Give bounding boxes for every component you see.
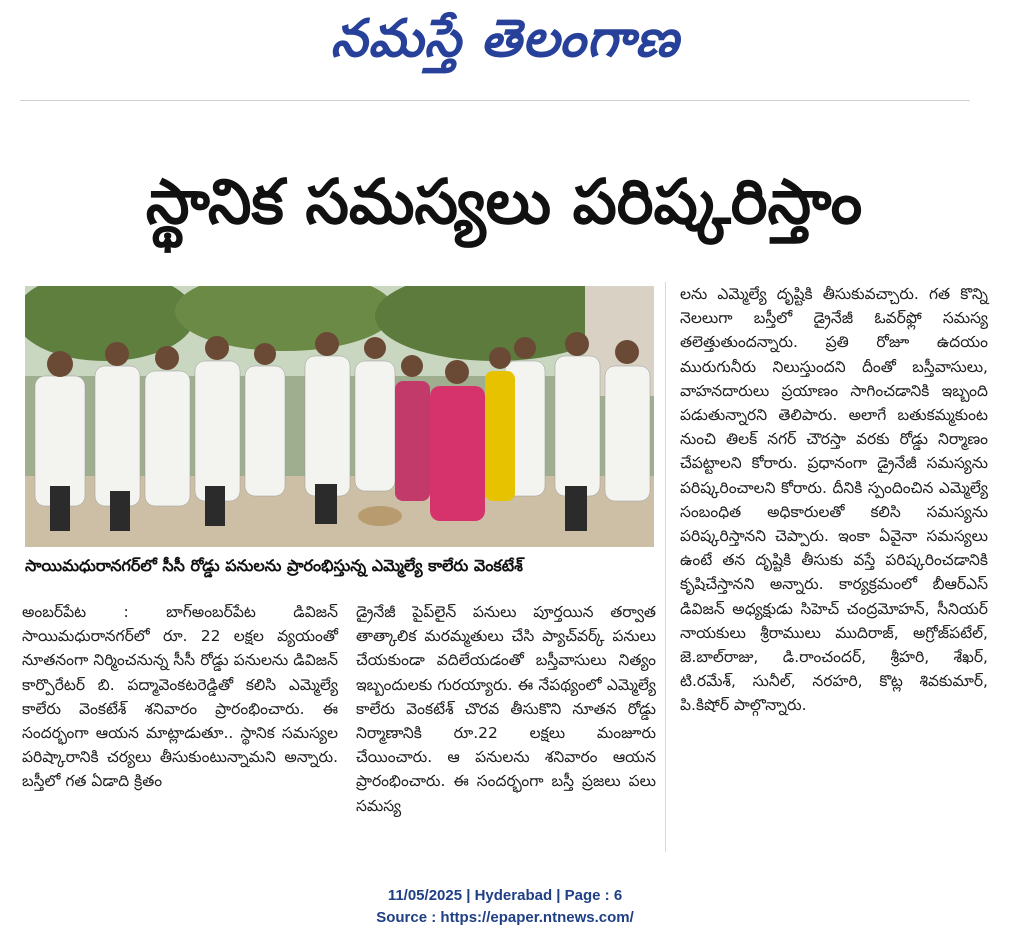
- masthead-title: నమస్తే తెలంగాణ: [330, 9, 680, 69]
- news-photo-illustration: [25, 286, 654, 547]
- column-divider: [665, 282, 666, 852]
- article-text-middle: డ్రైనేజీ పైప్‌లైన్ పనులు పూర్తయిన తర్వాత తాత్కాలిక మరమ్మతులు చేసి ప్యాచ్‌వర్క్ పనులు చేయకుండా వదిలేయడంతో బస్తీవాసులు నిత్యం ఇబ్బందులకు గురయ్యారు. ఈ నేపథ్యంలో ఎమ్మెల్యే కాలేరు వెంకటేశ్ చొరవ తీసుకొని నూతన రోడ్డు నిర్మాణానికి రూ.22 లక్షలు మంజూరు చేయించారు. ఆ పనులను శనివారం ఆయన ప్రారంభించారు. ఈ సందర్భంగా బస్తీ ప్రజలు పలు సమస్య: [356, 603, 656, 815]
- article-column-left: [22, 600, 338, 794]
- article-headline: స్థానిక సమస్యలు పరిష్కరిస్తాం: [145, 165, 863, 238]
- page-edge-rule: [20, 100, 970, 101]
- page-footer: [0, 885, 1010, 935]
- footer-date-line: 11/05/2025 | Hyderabad | Page : 6: [387, 887, 623, 904]
- article-column-middle: [356, 600, 656, 818]
- masthead: [0, 0, 1010, 80]
- article-text-left: అంబర్‌పేట : బాగ్‌అంబర్‌పేట డివిజన్ సాయిమధురానగర్‌లో రూ. 22 లక్షల వ్యయంతో నూతనంగా నిర్మించనున్న సీసీ రోడ్డు పనులను డివిజన్ కార్పొరేటర్ బి. పద్మావెంకటరెడ్డితో కలిసి ఎమ్మెల్యే కాలేరు వెంకటేశ్ శనివారం ప్రారంభించారు. ఈ సందర్భంగా ఆయన మాట్లాడుతూ.. స్థానిక సమస్యల పరిష్కారానికి చర్యలు తీసుకుంటున్నామని అన్నారు. బస్తీలో గత ఏడాది క్రితం: [22, 603, 338, 791]
- article-column-right: [680, 282, 988, 718]
- article-text-right: లను ఎమ్మెల్యే దృష్టికి తీసుకువచ్చారు. గత కొన్ని నెలలుగా బస్తీలో డ్రైనేజీ ఓవర్‌ఫ్లో సమస్య తలెత్తుతుందన్నారు. ప్రతి రోజూ ఉదయం మురుగునీరు నిలుస్తుందని దీంతో బస్తీవాసులు, వాహనదారులు ప్రయాణం సాగించడానికి ఇబ్బంది పడుతున్నారని తెలిపారు. అలాగే బతుకమ్మకుంట నుంచి తిలక్ నగర్ చౌరస్తా వరకు రోడ్డు నిర్మాణం చేపట్టాలని కోరారు. ప్రధానంగా డ్రైనేజీ సమస్యను పరిష్కరించాలని కోరారు. దీనికి స్పందించిన ఎమ్మెల్యే సంబంధిత అధికారులతో కలిసి సమస్యను పరిష్కరిస్తానని చెప్పారు. ఇంకా ఏవైనా సమస్యలు ఉంటే తన దృష్టికి తీసుకు వస్తే పరిష్కరించడానికి కృషిచేస్తానని అన్నారు. కార్యక్రమంలో బీఆర్ఎస్ డివిజన్ అధ్యక్షుడు సిహెచ్ చంద్రమోహన్, సీనియర్ నాయకులు శ్రీరాములు ముదిరాజ్, అగ్రోజ్‌పటేల్, జె.బాల్‌రాజు, డి.రాంచందర్, శ్రీహరి, శేఖర్, టి.రమేశ్, సునీల్, నరహరి, కొట్ల శివకుమార్, పి.కిషోర్ పాల్గొన్నారు.: [680, 285, 988, 715]
- photo-caption: సాయిమధురానగర్‌లో సీసీ రోడ్డు పనులను ప్రారంభిస్తున్న ఎమ్మెల్యే కాలేరు వెంకటేశ్: [25, 556, 523, 575]
- footer-source-line[interactable]: Source : https://epaper.ntnews.com/: [376, 909, 634, 926]
- news-photo: [25, 286, 654, 547]
